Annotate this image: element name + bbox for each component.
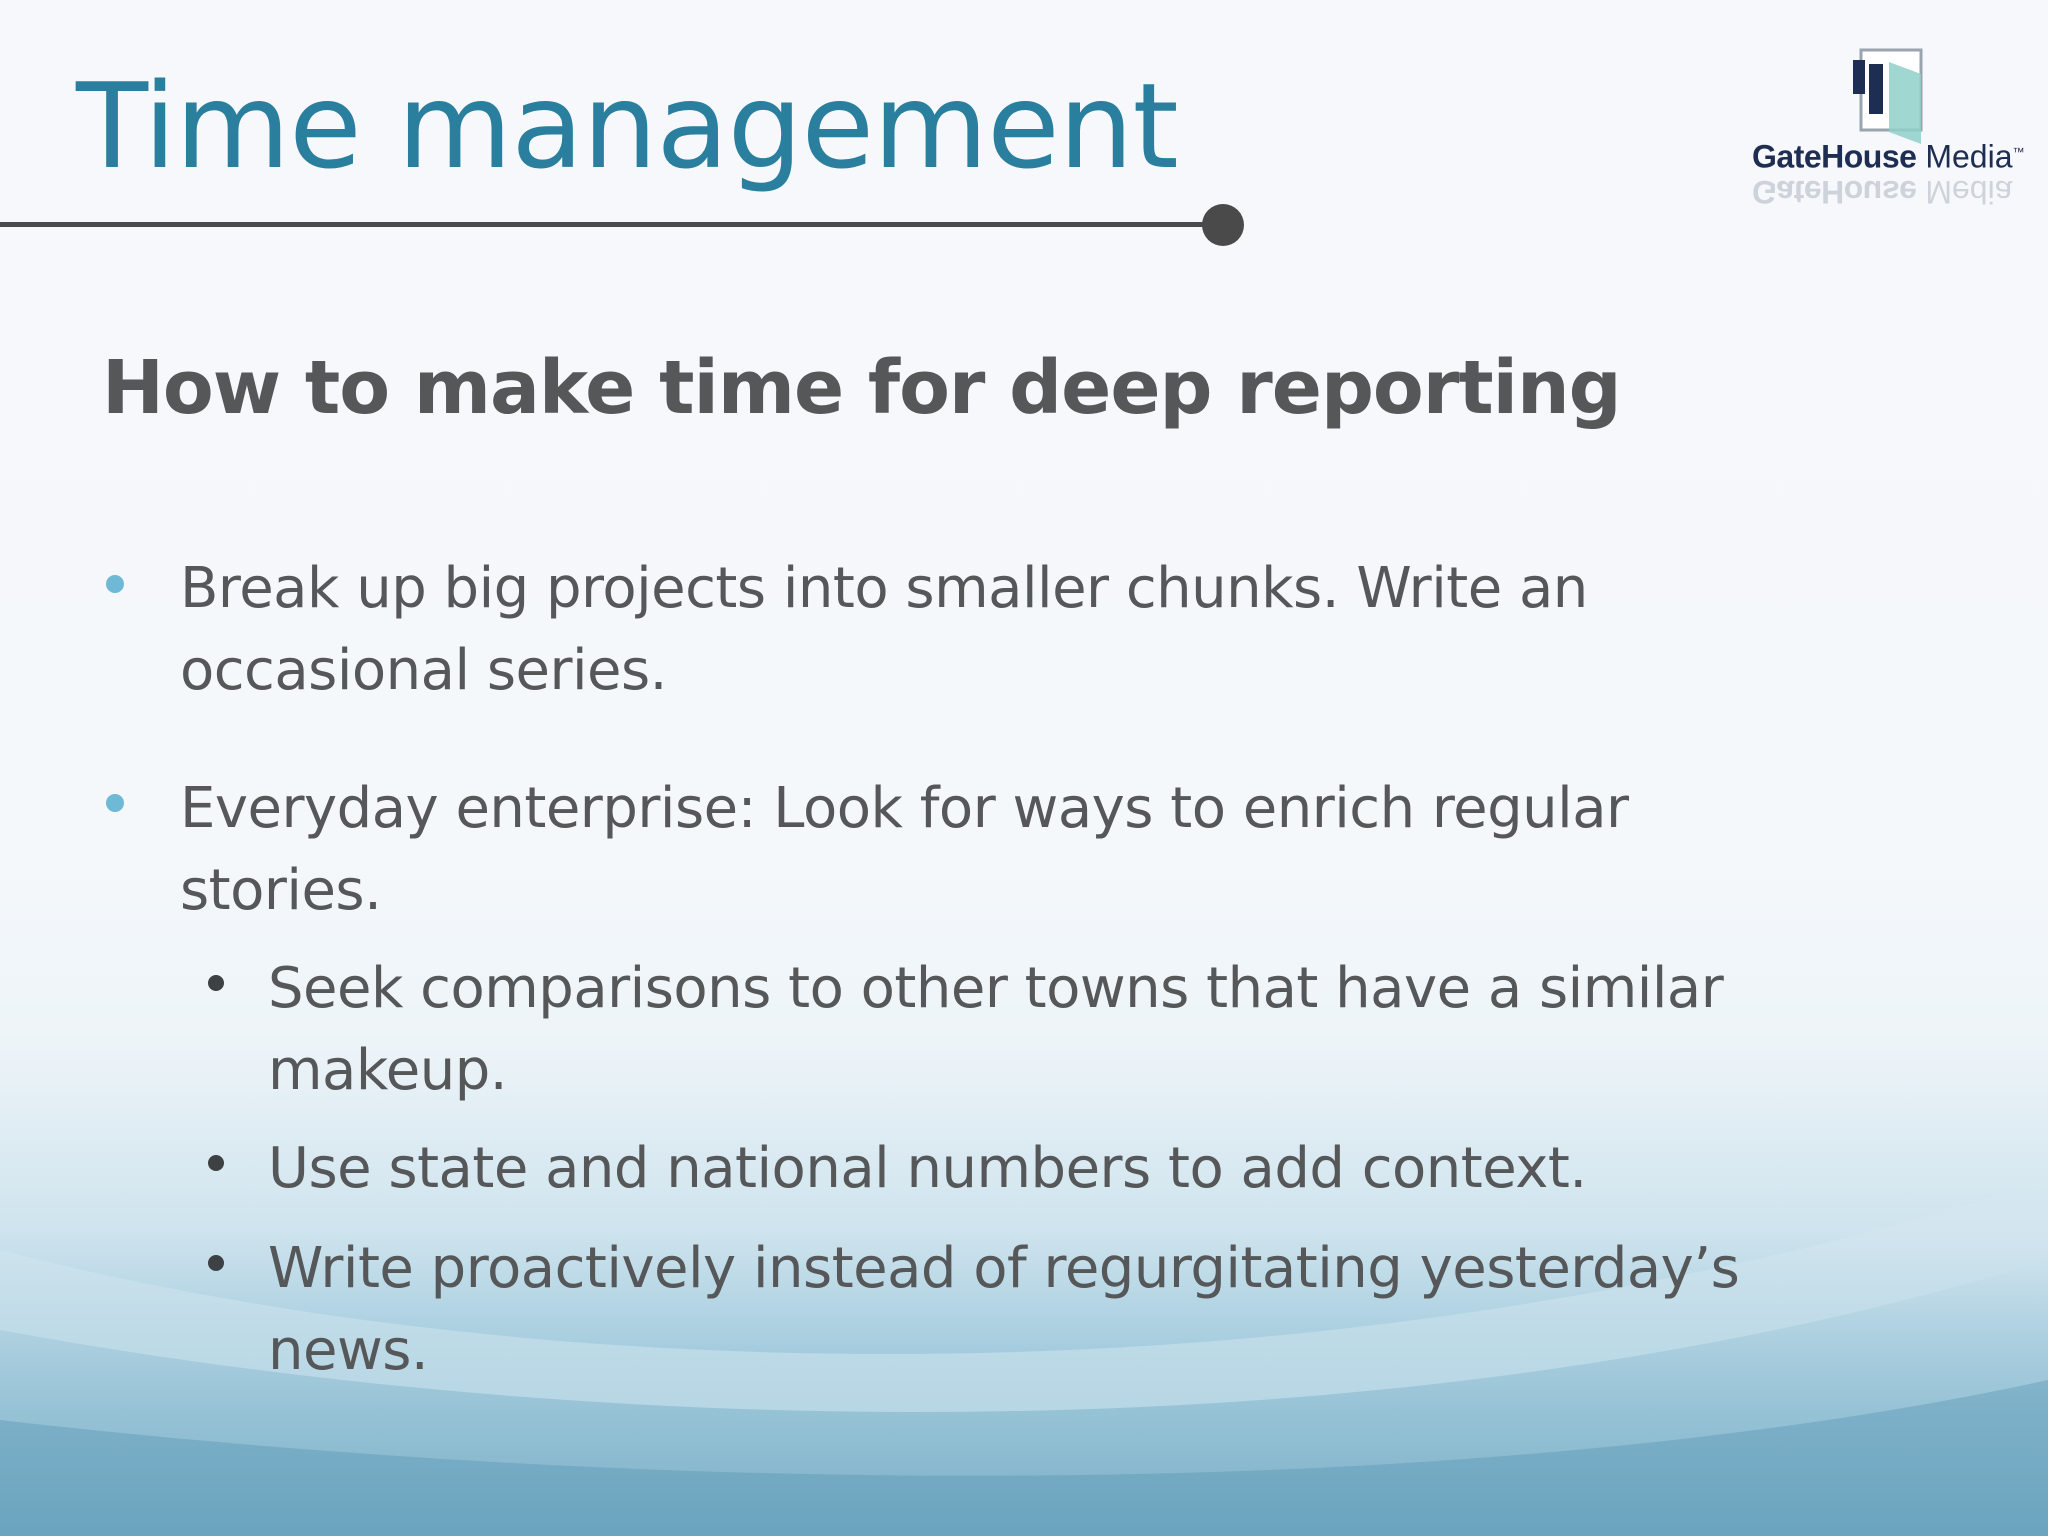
- bullet-item-1: [180, 548, 1588, 712]
- slide-subtitle: How to make time for deep reporting: [102, 345, 1621, 431]
- sub-bullet-marker: [208, 1255, 224, 1271]
- bullet-item-1-line-1: Break up big projects into smaller chunks. Write an: [180, 556, 1588, 621]
- gatehouse-media-logo: [1752, 48, 2025, 268]
- logo-wordmark: [1752, 132, 2025, 177]
- logo-trademark: ™: [2012, 145, 2025, 159]
- title-divider-dot: [1202, 204, 1244, 246]
- bullet-item-1-line-2: occasional series.: [180, 638, 667, 703]
- sub-bullet-item-2: [268, 1128, 1587, 1210]
- bullet-item-2: [180, 768, 1629, 932]
- bullet-marker: [106, 794, 124, 812]
- logo-wordmark-reflection: [1752, 172, 2022, 212]
- bullet-item-2-line-1: Everyday enterprise: Look for ways to enrich regular: [180, 776, 1629, 841]
- logo-wordmark-bold: GateHouse: [1752, 138, 1917, 175]
- sub-bullet-item-1: [268, 948, 1723, 1112]
- logo-reflection-regular: Media: [1925, 174, 2013, 210]
- logo-wordmark-regular: Media: [1925, 138, 2013, 175]
- sub-bullet-item-1-line-1: Seek comparisons to other towns that have a similar: [268, 956, 1724, 1021]
- sub-bullet-marker: [208, 1155, 224, 1171]
- title-divider-line: [0, 222, 1210, 227]
- sub-bullet-item-3-line-1: Write proactively instead of regurgitating yesterday’s: [268, 1236, 1740, 1301]
- bullet-item-2-line-2: stories.: [180, 858, 382, 923]
- sub-bullet-marker: [208, 975, 224, 991]
- sub-bullet-item-1-line-2: makeup.: [268, 1038, 508, 1103]
- sub-bullet-item-3: [268, 1228, 1739, 1392]
- bullet-marker: [106, 575, 124, 593]
- sub-bullet-item-2-line-1: Use state and national numbers to add context.: [268, 1136, 1587, 1201]
- logo-reflection-bold: GateHouse: [1752, 174, 1917, 210]
- slide-title: Time management: [76, 57, 1178, 195]
- sub-bullet-item-3-line-2: news.: [268, 1318, 429, 1383]
